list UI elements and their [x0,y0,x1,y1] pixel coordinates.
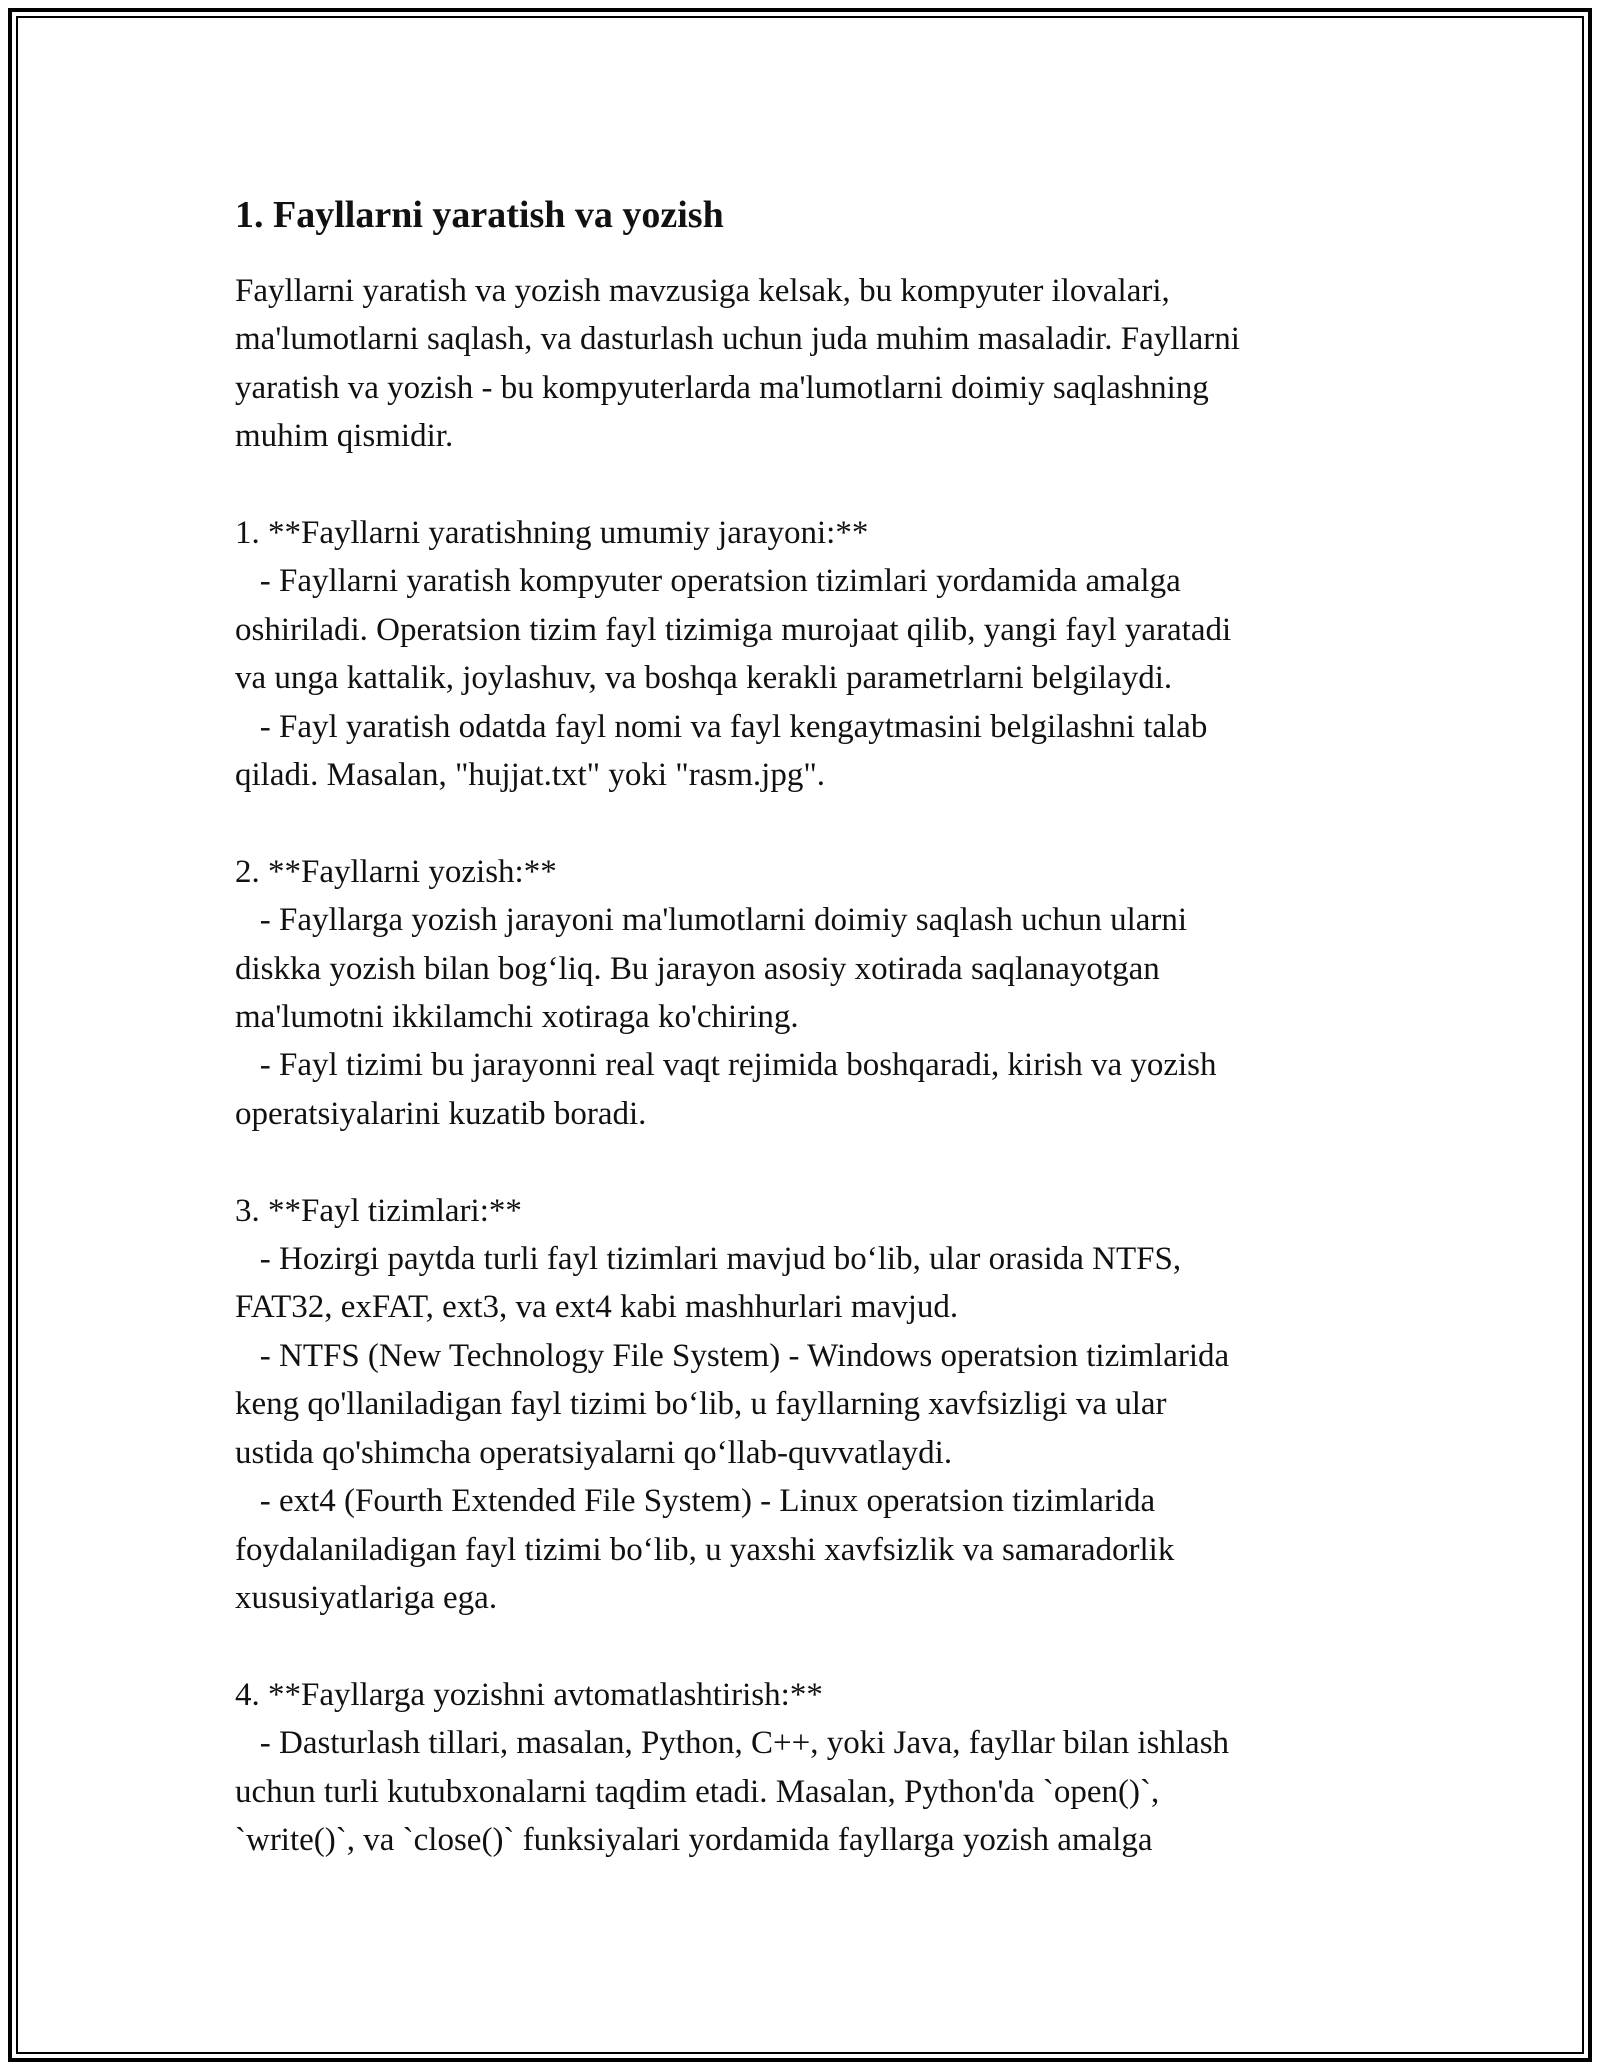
text-line: - Fayllarga yozish jarayoni ma'lumotlarni doimiy saqlash uchun ularni [235,902,1188,939]
text-line: va unga kattalik, joylashuv, va boshqa kerakli parametrlarni belgilaydi. [235,660,1173,697]
text-line: `write()`, va `close()` funksiyalari yordamida fayllarga yozish amalga [235,1821,1153,1858]
text-line: ma'lumotlarni saqlash, va dasturlash uchun juda muhim masaladir. Fayllarni [235,321,1240,358]
text-line: FAT32, exFAT, ext3, va ext4 kabi mashhurlari mavjud. [235,1289,959,1326]
blank-line [235,799,1375,847]
text-line: oshiriladi. Operatsion tizim fayl tizimiga murojaat qilib, yangi fayl yaratadi [235,611,1232,648]
text-line: 2. **Fayllarni yozish:** [235,853,557,890]
blank-line [235,1622,1375,1670]
text-line: ustida qo'shimcha operatsiyalarni qo‘llab-quvvatlaydi. [235,1434,953,1471]
text-line: - Hozirgi paytda turli fayl tizimlari mavjud bo‘lib, ular orasida NTFS, [235,1241,1182,1278]
text-line: - Fayl yaratish odatda fayl nomi va fayl kengaytmasini belgilashni talab [235,708,1208,745]
text-line: operatsiyalarini kuzatib boradi. [235,1095,647,1132]
text-line: muhim qismidir. [235,418,454,455]
text-line: keng qo'llaniladigan fayl tizimi bo‘lib, u fayllarning xavfsizligi va ular [235,1386,1167,1423]
text-line: - ext4 (Fourth Extended File System) - Linux operatsion tizimlarida [235,1483,1156,1520]
text-line: 4. **Fayllarga yozishni avtomatlashtirish:** [235,1676,823,1713]
text-line: ma'lumotni ikkilamchi xotiraga ko'chiring. [235,999,799,1036]
text-line: qiladi. Masalan, "hujjat.txt" yoki "rasm.jpg". [235,757,826,794]
document-title: 1. Fayllarni yaratish va yozish [235,194,724,236]
text-line: yaratish va yozish - bu kompyuterlarda ma'lumotlarni doimiy saqlashning [235,369,1209,406]
text-line: diskka yozish bilan bog‘liq. Bu jarayon asosiy xotirada saqlanayotgan [235,950,1160,987]
blank-line [235,1138,1375,1186]
text-line: 3. **Fayl tizimlari:** [235,1192,522,1229]
text-line: - Dasturlash tillari, masalan, Python, C++, yoki Java, fayllar bilan ishlash [235,1725,1230,1762]
text-line: foydalaniladigan fayl tizimi bo‘lib, u yaxshi xavfsizlik va samaradorlik [235,1531,1175,1568]
text-line: xususiyatlariga ega. [235,1579,498,1616]
text-line: uchun turli kutubxonalarni taqdim etadi. Masalan, Python'da `open()`, [235,1773,1160,1810]
text-line: - NTFS (New Technology File System) - Windows operatsion tizimlarida [235,1337,1230,1374]
text-line: - Fayllarni yaratish kompyuter operatsion tizimlari yordamida amalga [235,563,1181,600]
document-body [235,267,1375,1864]
document-page [235,185,1375,1864]
text-line: Fayllarni yaratish va yozish mavzusiga kelsak, bu kompyuter ilovalari, [235,273,1170,309]
blank-line [235,461,1375,509]
text-line: - Fayl tizimi bu jarayonni real vaqt rejimida boshqaradi, kirish va yozish [235,1047,1217,1084]
text-line: 1. **Fayllarni yaratishning umumiy jarayoni:** [235,515,869,552]
